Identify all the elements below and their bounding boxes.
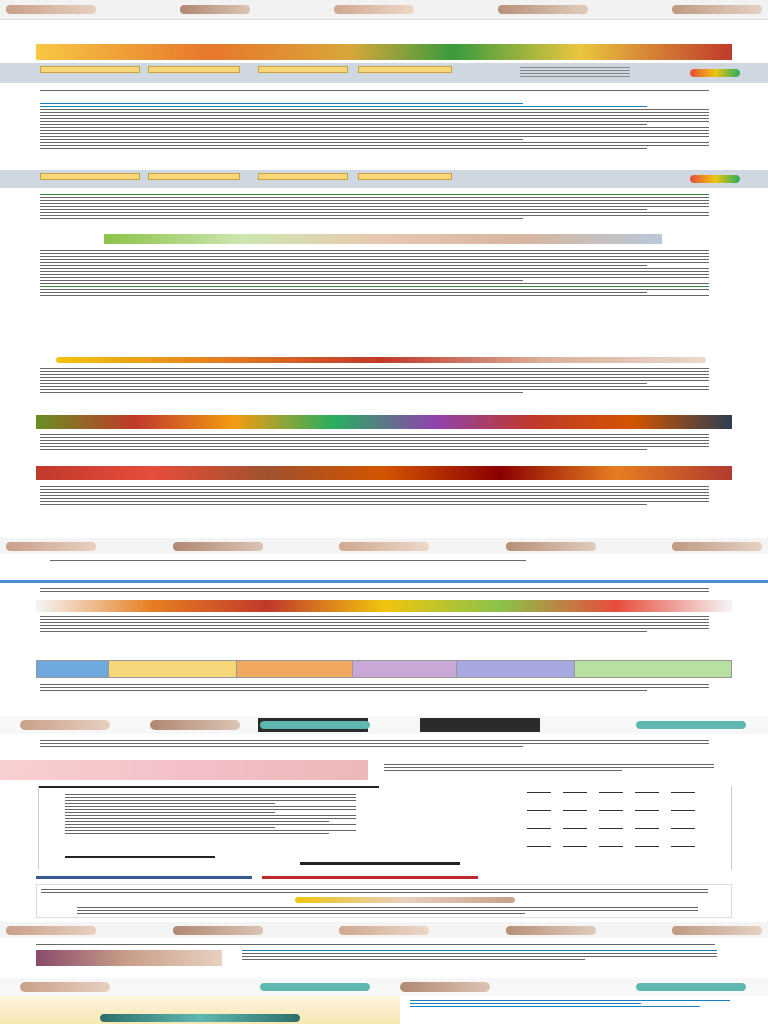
table-value-column-4 xyxy=(635,792,659,862)
bottom-promo-row xyxy=(0,978,768,996)
category-cell-3 xyxy=(237,661,353,677)
bottom-links xyxy=(410,998,740,1009)
related-text xyxy=(242,948,732,962)
ad-tile-2[interactable] xyxy=(148,66,240,73)
article-body-3 xyxy=(40,248,730,298)
ad-strip-1[interactable] xyxy=(0,63,768,83)
nav-thumb-3[interactable] xyxy=(334,5,414,14)
promo-thumb-1[interactable] xyxy=(20,720,110,730)
nav-thumb-4[interactable] xyxy=(498,5,588,14)
category-cell-1 xyxy=(37,661,109,677)
article-body-2 xyxy=(40,192,730,221)
produce-image-1 xyxy=(36,415,732,429)
comment-area xyxy=(36,884,732,918)
article-body-4 xyxy=(40,366,730,395)
table-value-column-1 xyxy=(527,792,551,862)
category-cell-6 xyxy=(575,661,731,677)
article-body-8 xyxy=(40,614,730,634)
table-caption xyxy=(300,862,460,865)
ad-tile-5[interactable] xyxy=(40,173,140,180)
bottom-teal-pill-1[interactable] xyxy=(260,983,370,991)
table-value-column-5 xyxy=(671,792,695,862)
top-nav-bar xyxy=(0,0,768,20)
nav-thumb-2[interactable] xyxy=(180,5,250,14)
promo-thumb-2[interactable] xyxy=(150,720,240,730)
related-links-block xyxy=(36,942,736,947)
byline xyxy=(40,93,730,101)
promo-row xyxy=(0,716,768,734)
bottom-ad-image xyxy=(100,1014,300,1022)
bottom-thumb-1[interactable] xyxy=(20,982,110,992)
bottom-thumb-2[interactable] xyxy=(400,982,490,992)
table-value-column-2 xyxy=(563,792,587,862)
ad-text-block xyxy=(520,67,630,79)
bottom-teal-pill-2[interactable] xyxy=(636,983,746,991)
inline-image-1 xyxy=(104,234,662,244)
related-thumbs-bar xyxy=(0,538,768,554)
accent-divider xyxy=(0,580,768,583)
inline-image-2 xyxy=(56,357,706,363)
section-header xyxy=(50,558,730,563)
category-cell-4 xyxy=(353,661,457,677)
ad-tile-8[interactable] xyxy=(358,173,452,180)
pink-banner-text xyxy=(384,762,724,773)
related-image[interactable] xyxy=(36,950,222,966)
promo-teal-pill-1[interactable] xyxy=(260,721,370,729)
table-footer-bar xyxy=(65,856,215,858)
ad-tile-3[interactable] xyxy=(258,66,348,73)
ad-tile-1[interactable] xyxy=(40,66,140,73)
share-facebook-button[interactable] xyxy=(36,876,252,879)
nav-thumb-1[interactable] xyxy=(6,5,96,14)
comment-text-2 xyxy=(77,905,717,916)
related-thumb-1[interactable] xyxy=(6,542,96,551)
share-pinterest-button[interactable] xyxy=(262,876,478,879)
ad-fruit-image xyxy=(690,69,740,77)
article-body-5 xyxy=(40,432,730,452)
ad-tile-6[interactable] xyxy=(148,173,240,180)
bottom-ad-banner[interactable] xyxy=(0,996,400,1024)
related-thumb-3[interactable] xyxy=(339,542,429,551)
category-table xyxy=(36,660,732,678)
category-cell-5 xyxy=(457,661,575,677)
headline-color-band xyxy=(36,44,732,60)
produce-image-2 xyxy=(36,466,732,480)
ad-fruit-image-2 xyxy=(690,175,740,183)
category-cell-2 xyxy=(109,661,237,677)
comment-image xyxy=(295,897,515,903)
article-body-9 xyxy=(40,682,730,693)
nav-thumb-5[interactable] xyxy=(672,5,762,14)
promo-banner-2[interactable] xyxy=(420,718,540,732)
footer-thumbs xyxy=(0,922,768,938)
table-value-column-3 xyxy=(599,792,623,862)
footer-thumb-5[interactable] xyxy=(672,926,762,935)
related-thumb-2[interactable] xyxy=(173,542,263,551)
footer-thumb-3[interactable] xyxy=(339,926,429,935)
pink-banner[interactable] xyxy=(0,760,368,780)
related-thumb-5[interactable] xyxy=(672,542,762,551)
table-label-column xyxy=(65,792,365,836)
article-body-10 xyxy=(40,738,730,749)
article-body-1 xyxy=(40,88,730,151)
produce-image-3 xyxy=(36,600,732,612)
comment-text xyxy=(41,887,729,895)
article-body-7 xyxy=(40,586,730,594)
related-thumb-4[interactable] xyxy=(506,542,596,551)
article-body-6 xyxy=(40,484,730,507)
footer-thumb-1[interactable] xyxy=(6,926,96,935)
ad-strip-2[interactable] xyxy=(0,170,768,188)
table-header-bar xyxy=(39,786,379,788)
footer-thumb-2[interactable] xyxy=(173,926,263,935)
promo-teal-pill-2[interactable] xyxy=(636,721,746,729)
footer-thumb-4[interactable] xyxy=(506,926,596,935)
nutrition-table xyxy=(38,786,732,870)
ad-tile-4[interactable] xyxy=(358,66,452,73)
ad-tile-7[interactable] xyxy=(258,173,348,180)
